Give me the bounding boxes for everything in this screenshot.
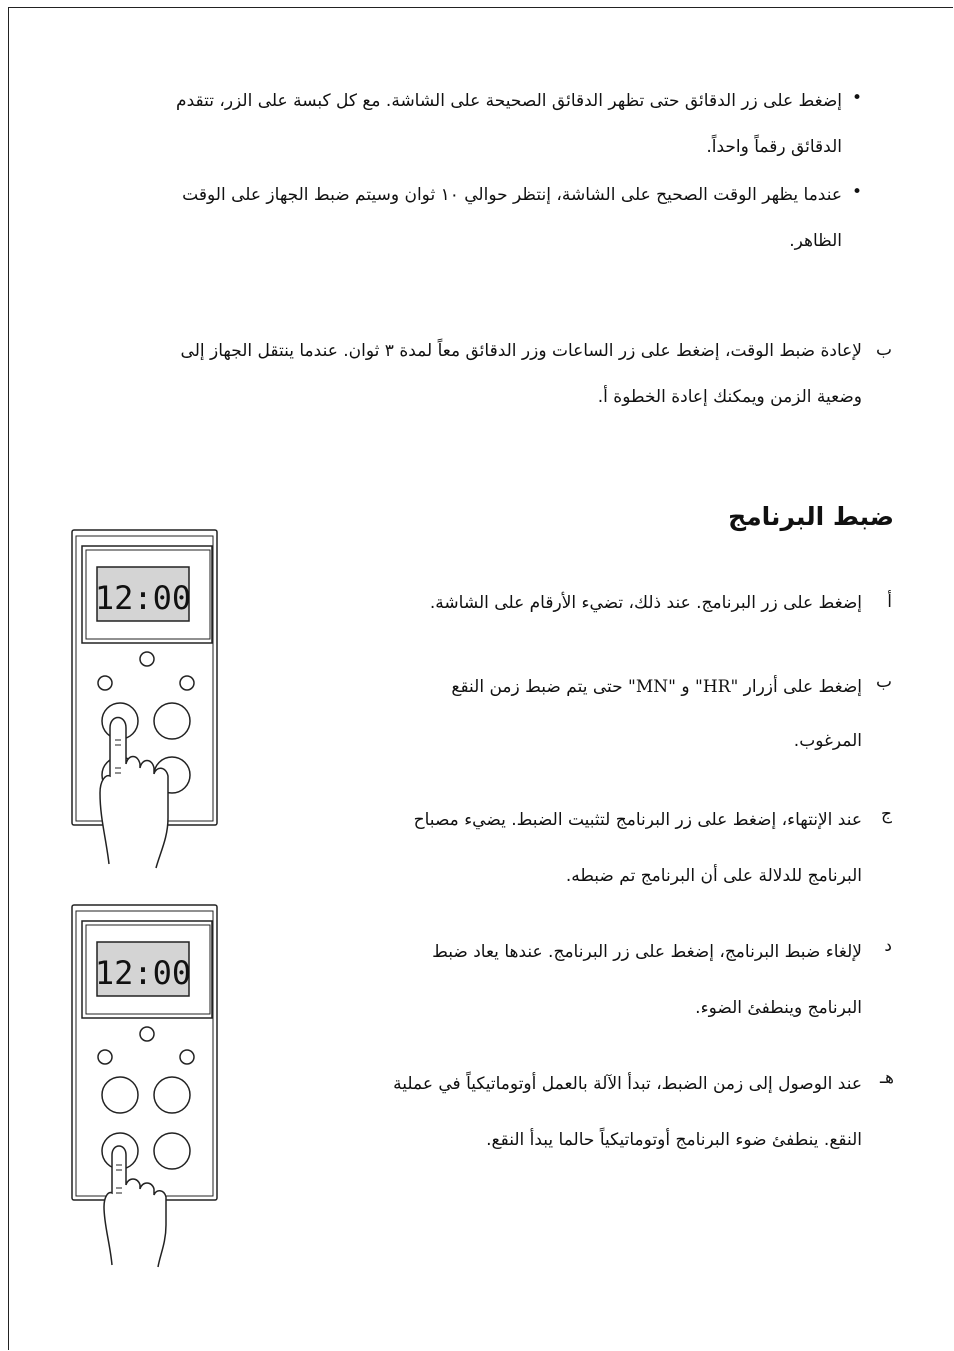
- step-b-line2: المرغوب.: [793, 731, 862, 751]
- step-d: [322, 924, 862, 1036]
- small-button-right: [180, 1050, 194, 1064]
- step-b-text-a: إضغط على أزرار: [738, 677, 862, 697]
- reset-line1: لإعادة ضبط الوقت، إضغط على زر الساعات وزر الدقائق معاً لمدة ٣ ثوان. عندما ينتقل الجهاز إلى: [180, 341, 862, 361]
- clear-button: [154, 1133, 190, 1169]
- intro-item-1-line1: إضغط على زر الدقائق حتى تظهر الدقائق الصحيحة على الشاشة. مع كل كبسة على الزر، تتقدم: [176, 91, 842, 111]
- step-b: [342, 660, 862, 768]
- pointing-hand-icon: [100, 718, 168, 869]
- pointing-hand-icon: [104, 1146, 166, 1267]
- step-e-marker: هـ: [880, 1068, 894, 1088]
- step-e: [302, 1056, 862, 1168]
- step-a-line1: إضغط على زر البرنامج. عند ذلك، تضيء الأرقام على الشاشة.: [429, 593, 862, 613]
- bullet-1: •: [851, 88, 862, 108]
- intro-item-2-line1: عندما يظهر الوقت الصحيح على الشاشة، إنتظر حوالي ١٠ ثوان وسيتم ضبط الجهاز على الوقت: [182, 185, 842, 205]
- intro-item-2-line2: الظاهر.: [789, 231, 842, 251]
- step-c-line1: عند الإنتهاء، إضغط على زر البرنامج لتثبيت الضبط. يضيء مصباح: [413, 810, 862, 830]
- step-b-line1: [342, 660, 862, 714]
- step-b-text-b: حتى يتم ضبط زمن النقع: [451, 677, 629, 697]
- hr-label: "HR": [695, 677, 739, 697]
- intro-item-1: [72, 78, 842, 170]
- mn-button: [154, 703, 190, 739]
- step-c-line2: البرنامج للدلالة على أن البرنامج تم ضبطه.: [565, 866, 862, 886]
- mn-label: "MN": [628, 677, 676, 697]
- intro-item-2: [72, 172, 842, 264]
- lcd-time-text: 12:00: [94, 954, 192, 992]
- timer-device-illustration-2: [60, 903, 230, 1273]
- step-a-marker: أ: [887, 592, 892, 612]
- small-button-left: [98, 676, 112, 690]
- step-b-marker: ب: [875, 672, 892, 692]
- section-title: ضبط البرنامج: [728, 502, 894, 531]
- small-button-right: [180, 676, 194, 690]
- step-b-and: و: [675, 677, 695, 697]
- bullet-2: •: [851, 182, 862, 202]
- lcd-time-text: 12:00: [94, 579, 192, 617]
- step-d-line2: البرنامج وينطفئ الضوء.: [695, 998, 862, 1018]
- step-c-marker: ج: [881, 804, 892, 824]
- step-a: [342, 580, 862, 626]
- small-button-left: [98, 1050, 112, 1064]
- step-e-line1: عند الوصول إلى زمن الضبط، تبدأ الآلة بالعمل أوتوماتيكياً في عملية: [393, 1074, 862, 1094]
- step-e-line2: النقع. ينطفئ ضوء البرنامج أوتوماتيكياً حالما يبدأ النقع.: [486, 1130, 862, 1150]
- reset-line2: وضعية الزمن ويمكنك إعادة الخطوة أ.: [597, 387, 862, 407]
- timer-device-illustration-1: [60, 528, 230, 884]
- indicator-light-icon: [140, 1027, 154, 1041]
- reset-paragraph: [62, 328, 862, 420]
- step-d-line1: لإلغاء ضبط البرنامج، إضغط على زر البرنامج. عندها يعاد ضبط: [432, 942, 862, 962]
- reset-marker: ب: [875, 340, 892, 360]
- intro-item-1-line2: الدقائق رقماً واحداً.: [706, 137, 842, 157]
- hr-button: [102, 1077, 138, 1113]
- indicator-light-icon: [140, 652, 154, 666]
- step-c: [322, 792, 862, 904]
- mn-button: [154, 1077, 190, 1113]
- step-d-marker: د: [884, 936, 892, 956]
